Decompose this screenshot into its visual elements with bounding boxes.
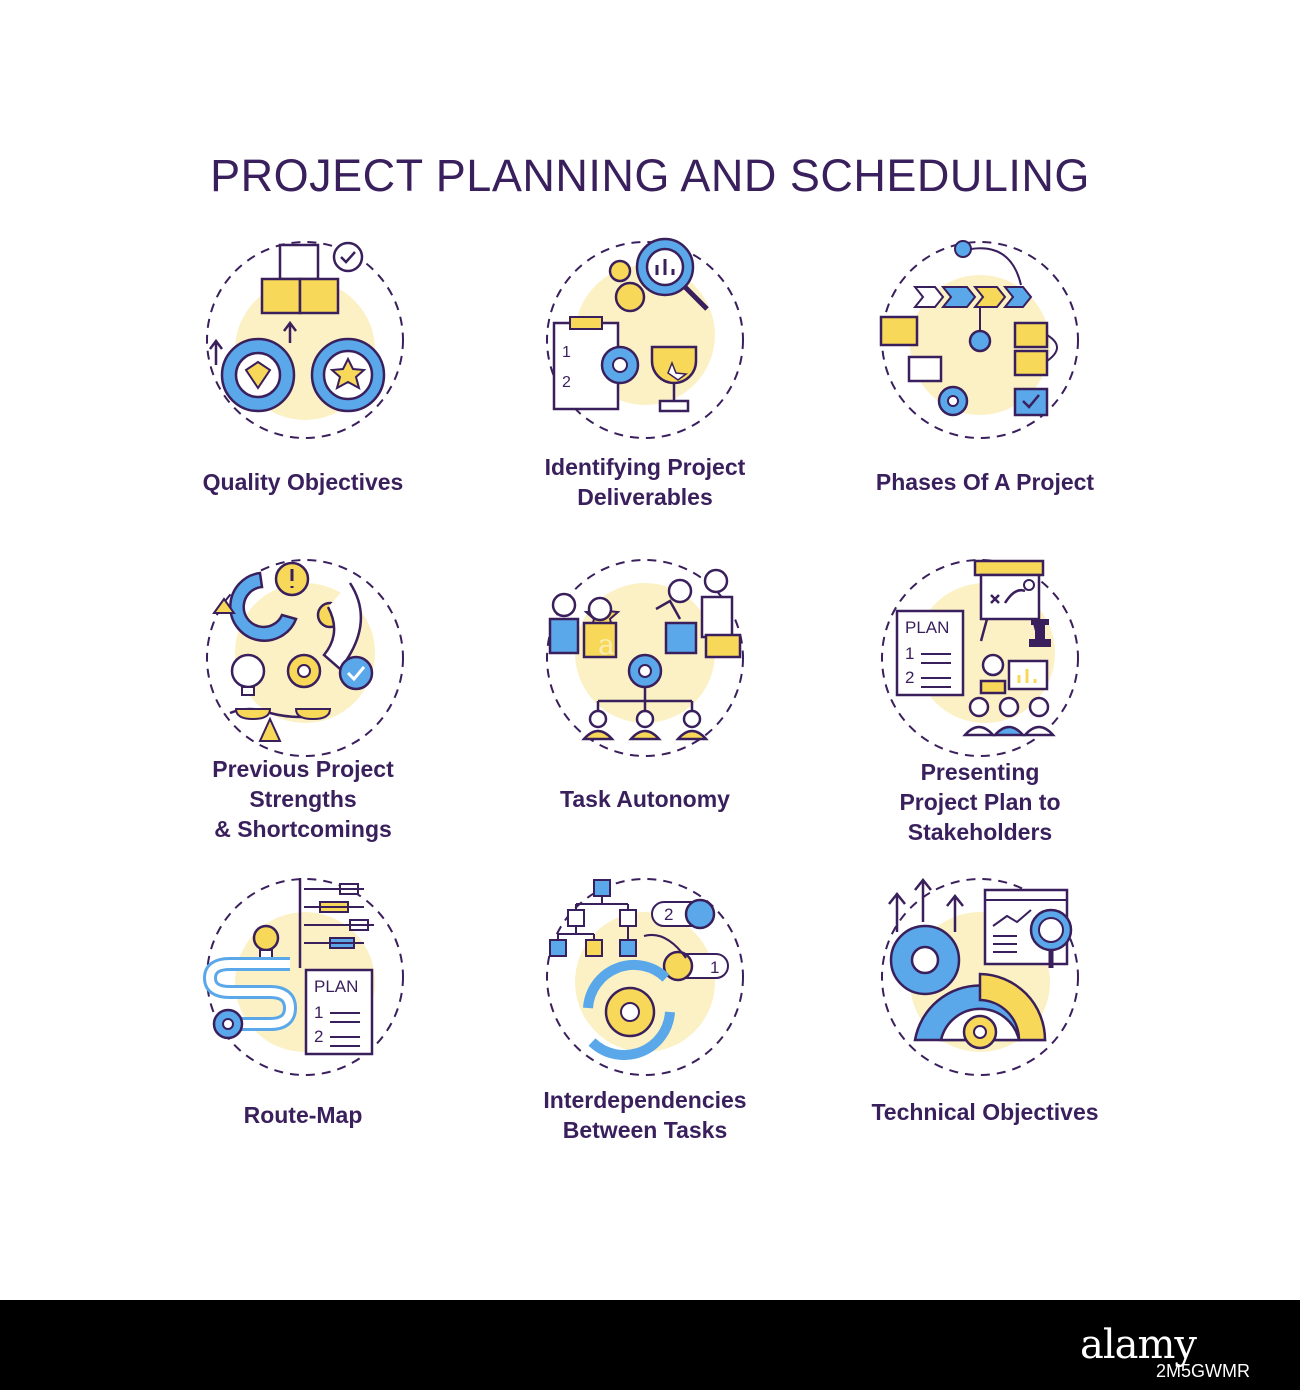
presenting-plan-icon [875,553,1085,763]
phases-icon [875,235,1085,445]
route-map-icon [200,872,410,1082]
caption-presenting-plan: Presenting Project Plan to Stakeholders [899,759,1061,845]
caption-deliverables: Identifying Project Deliverables [544,454,746,510]
route-plan-label: PLAN [314,977,359,996]
image-id: 2M5GWMR [1156,1361,1250,1381]
brand-logo: alamy [1080,1322,1197,1368]
page-title: PROJECT PLANNING AND SCHEDULING [210,150,1090,201]
deliverables-icon [540,235,750,445]
plan-number-one: 1 [905,644,915,663]
task-number-one: 1 [710,958,720,977]
technical-objectives-icon [875,872,1085,1082]
quality-objectives-icon [200,235,410,445]
list-number-one: 1 [562,344,571,361]
plan-label: PLAN [905,618,950,637]
caption-task-autonomy: Task Autonomy [560,786,730,812]
interdependencies-icon [540,872,750,1082]
route-plan-number-one: 1 [314,1003,324,1022]
task-number-two: 2 [664,905,674,924]
caption-technical-objectives: Technical Objectives [871,1099,1099,1125]
caption-strengths-shortcomings: Previous Project Strengths & Shortcomings [212,756,394,842]
caption-route-map: Route-Map [243,1102,363,1128]
task-autonomy-icon [540,553,750,763]
route-plan-number-two: 2 [314,1027,324,1046]
caption-interdependencies: Interdependencies Between Tasks [543,1087,747,1143]
watermark-logo: a [598,628,615,661]
plan-number-two: 2 [905,668,915,687]
list-number-two: 2 [562,374,571,391]
strengths-shortcomings-icon [200,553,410,763]
caption-phases: Phases Of A Project [875,469,1095,495]
caption-quality-objectives: Quality Objectives [202,469,404,495]
